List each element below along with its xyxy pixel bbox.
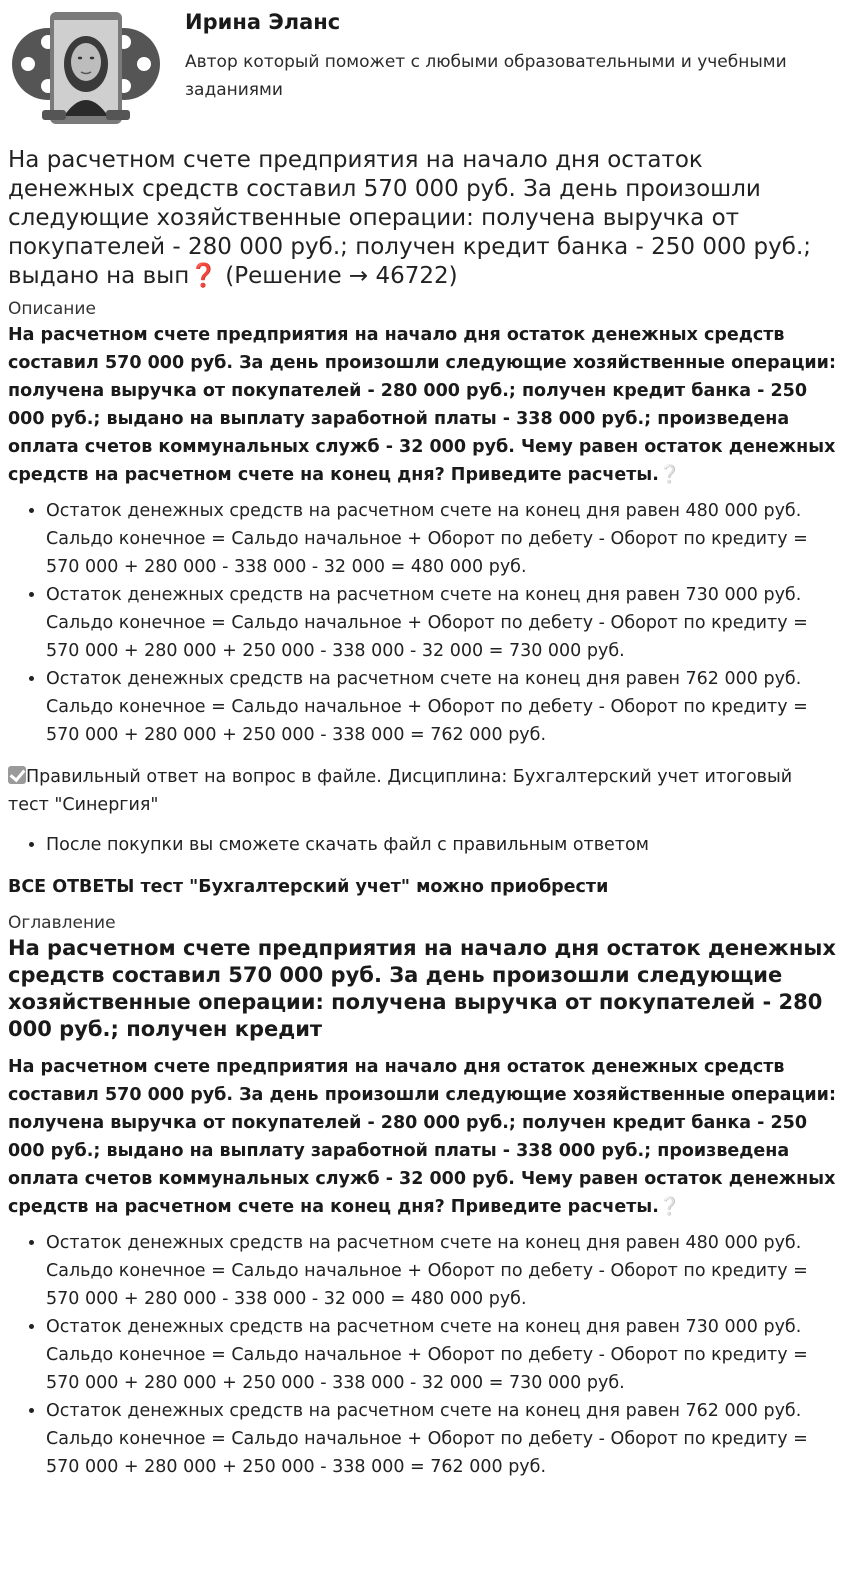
correct-answer-note — [8, 763, 836, 819]
description-label: Описание — [8, 299, 96, 319]
toc-label: Оглавление — [8, 913, 116, 933]
answer-option: • Остаток денежных средств на расчетном счете на конец дня равен 762 000 руб. Сальдо конечное = Сальдо начальное + Оборот по дебету - Оборот по кредиту = 570 000 + 280 000 + 250 000 - 338 000 = 762 000 руб. — [46, 1397, 836, 1481]
avatar[interactable] — [6, 6, 166, 126]
question-text — [8, 321, 836, 489]
correct-answer-text: Правильный ответ на вопрос в файле. Дисциплина: Бухгалтерский учет итоговый тест "Синергия" — [8, 767, 793, 815]
purchase-info-item: • После покупки вы сможете скачать файл с правильным ответом — [46, 831, 836, 859]
checkmark-icon — [8, 766, 26, 784]
answer-option: • Остаток денежных средств на расчетном счете на конец дня равен 480 000 руб. Сальдо конечное = Сальдо начальное + Оборот по дебету - Оборот по кредиту = 570 000 + 280 000 - 338 000 - 32 000 = 480 000 руб. — [46, 497, 836, 581]
main-content — [8, 146, 836, 1481]
author-description: Автор который поможет с любыми образовательными и учебными заданиями — [185, 52, 787, 100]
toc-answer-list — [8, 1229, 836, 1481]
question-body: На расчетном счете предприятия на начало дня остаток денежных средств составил 570 000 руб. За день произошли следующие хозяйственные операции: получена выручка от покупателей - 280 000 руб.; получен кредит банка - 250 000 руб.; выдано на выплату заработной платы - 338 000 руб.; произведена оплата счетов коммунальных служб - 32 000 руб. Чему равен остаток денежных средств на расчетном счете на конец дня? Приведите расчеты. — [8, 325, 836, 485]
answer-option: • Остаток денежных средств на расчетном счете на конец дня равен 730 000 руб. Сальдо конечное = Сальдо начальное + Оборот по дебету - Оборот по кредиту = 570 000 + 280 000 + 250 000 - 338 000 - 32 000 = 730 000 руб. — [46, 581, 836, 665]
answer-option: • Остаток денежных средств на расчетном счете на конец дня равен 480 000 руб. Сальдо конечное = Сальдо начальное + Оборот по дебету - Оборот по кредиту = 570 000 + 280 000 - 338 000 - 32 000 = 480 000 руб. — [46, 1229, 836, 1313]
toc-question-text — [8, 1053, 836, 1221]
author-name[interactable]: Ирина Эланс — [185, 10, 341, 34]
page-title-text: На расчетном счете предприятия на начало дня остаток денежных средств составил 570 000 руб. За день произошли следующие хозяйственные операции: получена выручка от покупателей - 280 000 руб.; получен кредит банка - 250 000 руб.; выдано на вып — [8, 147, 812, 289]
toc-question-body: На расчетном счете предприятия на начало дня остаток денежных средств составил 570 000 руб. За день произошли следующие хозяйственные операции: получена выручка от покупателей - 280 000 руб.; получен кредит банка - 250 000 руб.; выдано на выплату заработной платы - 338 000 руб.; произведена оплата счетов коммунальных служб - 32 000 руб. Чему равен остаток денежных средств на расчетном счете на конец дня? Приведите расчеты. — [8, 1057, 836, 1217]
question-mark-icon: ❔ — [658, 465, 681, 485]
answer-option: • Остаток денежных средств на расчетном счете на конец дня равен 762 000 руб. Сальдо конечное = Сальдо начальное + Оборот по дебету - Оборот по кредиту = 570 000 + 280 000 + 250 000 - 338 000 = 762 000 руб. — [46, 665, 836, 749]
all-answers-link[interactable]: ВСЕ ОТВЕТЫ тест "Бухгалтерский учет" можно приобрести — [8, 877, 609, 897]
answer-list — [8, 497, 836, 749]
solution-link[interactable]: (Решение → 46722) — [217, 263, 458, 289]
answer-option: • Остаток денежных средств на расчетном счете на конец дня равен 730 000 руб. Сальдо конечное = Сальдо начальное + Оборот по дебету - Оборот по кредиту = 570 000 + 280 000 + 250 000 - 338 000 - 32 000 = 730 000 руб. — [46, 1313, 836, 1397]
avatar-frame-image — [6, 6, 166, 126]
question-mark-icon: ❔ — [658, 1197, 681, 1217]
author-card — [0, 0, 847, 140]
question-mark-icon: ❓ — [189, 263, 218, 289]
toc-title[interactable]: На расчетном счете предприятия на начало дня остаток денежных средств составил 570 000 руб. За день произошли следующие хозяйственные операции: получена выручка от покупателей - 280 000 руб.; получен кредит — [8, 936, 836, 1041]
page-title — [8, 146, 836, 291]
purchase-info-list — [8, 831, 836, 859]
